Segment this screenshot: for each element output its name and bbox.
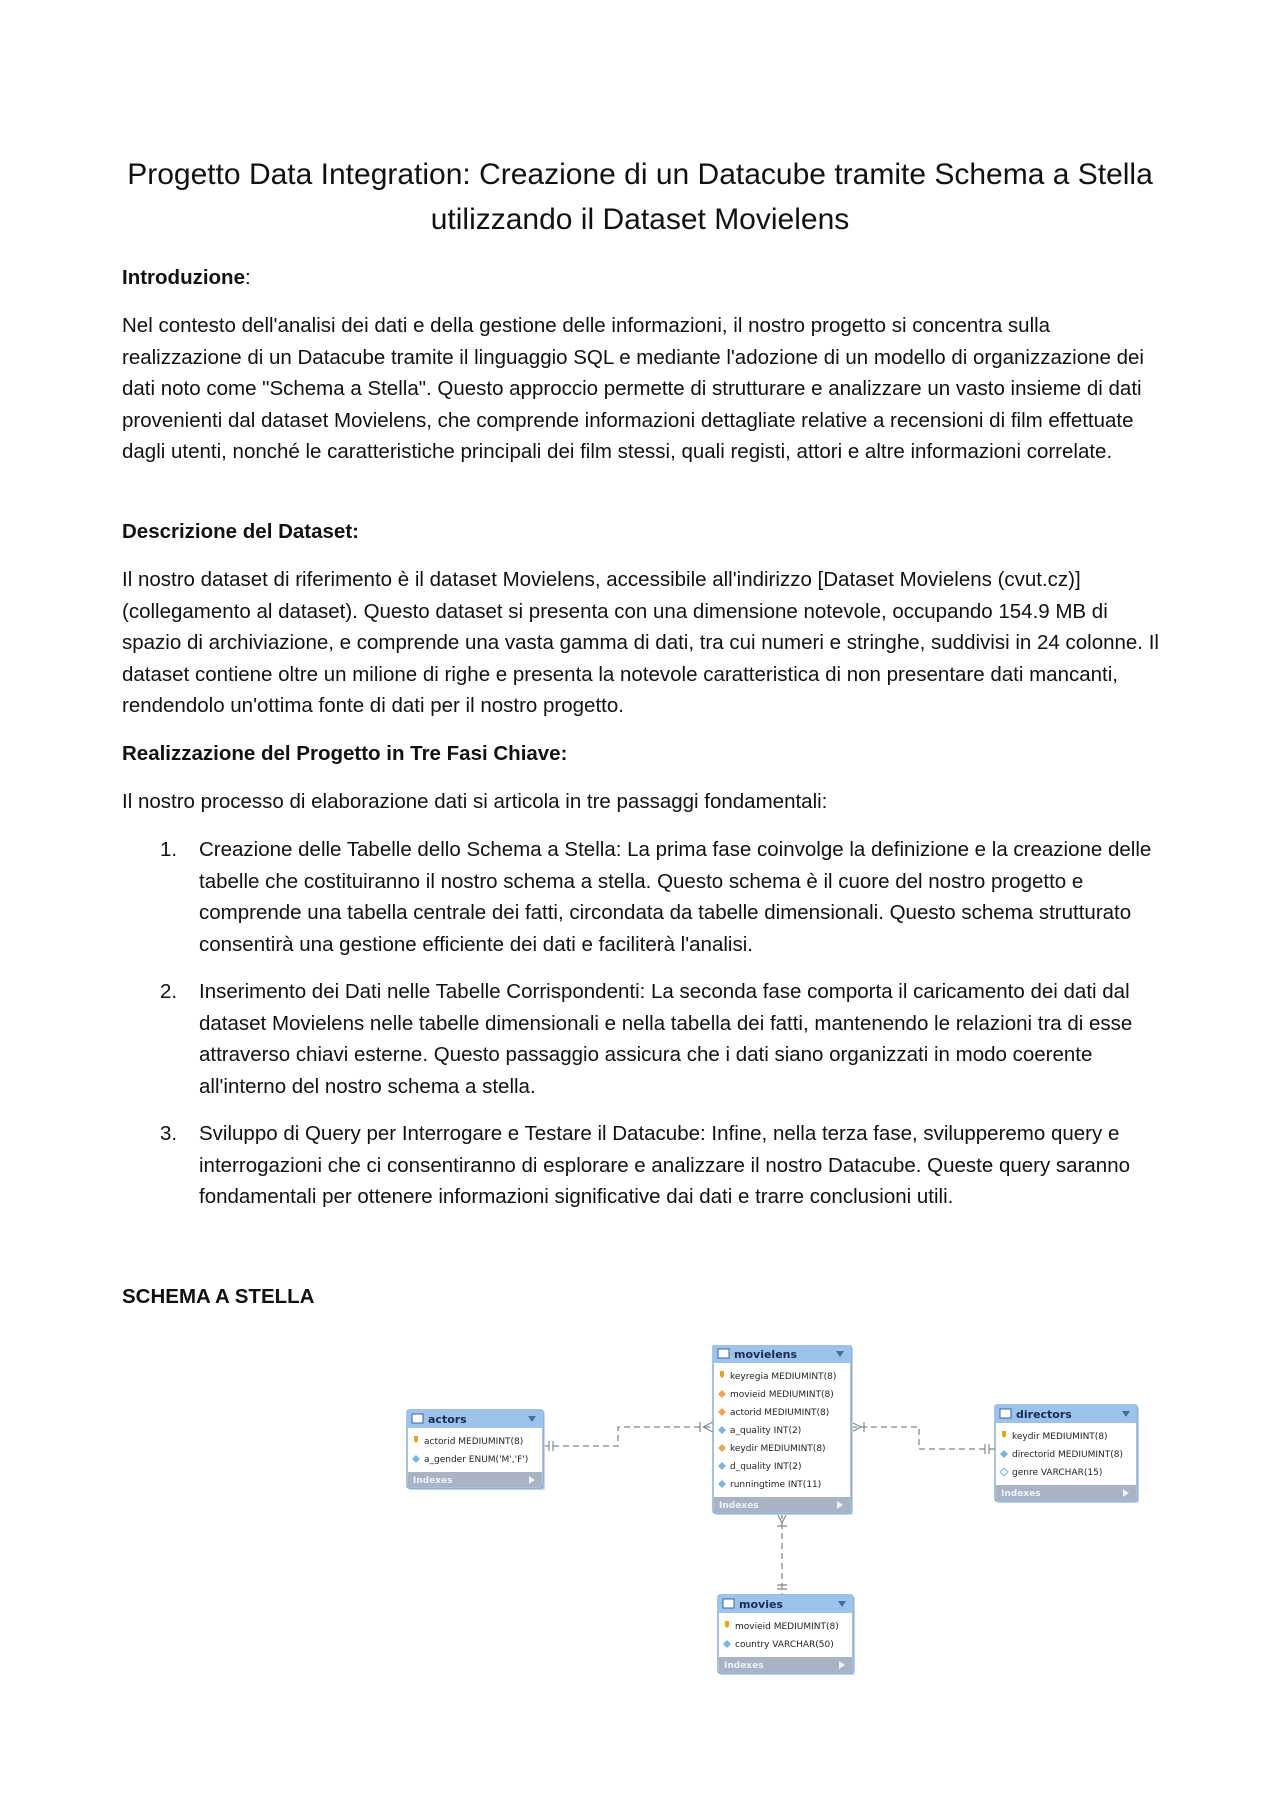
- indexes-label: Indexes: [719, 1501, 759, 1511]
- intro-paragraph: Nel contesto dell'analisi dei dati e della gestione delle informazioni, il nostro progetto si concentra sulla realizzazione di un Datacube tramite il linguaggio SQL e mediante l'adozione di un modello di organizzazione dei dati noto come "Schema a Stella". Questo approccio permette di strutturare e analizzare un vasto insieme di dati provenienti dal dataset Movielens, che comprende informazioni dettagliate relative a recensioni di film effettuate dagli utenti, nonché le caratteristiche principali dei film stessi, quali registi, attori e altre informazioni correlate.: [122, 314, 1144, 463]
- table-title: movielens: [734, 1348, 798, 1361]
- indexes-label: Indexes: [724, 1661, 764, 1671]
- table-title: actors: [428, 1413, 467, 1426]
- intro-heading-colon: :: [244, 266, 251, 289]
- intro-heading: Introduzione: [122, 266, 245, 289]
- table-actors: [407, 1410, 545, 1490]
- one-cardinality-icon: [549, 1441, 553, 1451]
- table-column: genre VARCHAR(15): [1012, 1468, 1103, 1478]
- phases-heading: Realizzazione del Progetto in Tre Fasi Chiave:: [122, 742, 568, 765]
- schema-heading: SCHEMA A STELLA: [122, 1285, 315, 1308]
- list-item-text: Sviluppo di Query per Interrogare e Testare il Datacube: Infine, nella terza fase, svilupperemo query e interrogazioni che ci consentiranno di esplorare e analizzare il nostro Datacube. Queste query saranno fondamentali per ottenere informazioni significative dai dati e trarre conclusioni utili.: [199, 1122, 1131, 1208]
- table-icon: [718, 1349, 729, 1358]
- table-column: actorid MEDIUMINT(8): [730, 1408, 830, 1418]
- table-column: keydir MEDIUMINT(8): [730, 1444, 826, 1454]
- table-column: a_gender ENUM('M','F'): [424, 1455, 529, 1465]
- phases-intro: Il nostro processo di elaborazione dati si articola in tre passaggi fondamentali:: [122, 790, 828, 813]
- table-icon: [723, 1599, 734, 1608]
- star-schema-svg: [400, 1345, 1160, 1695]
- table-column: keyregia MEDIUMINT(8): [730, 1372, 837, 1382]
- document-title: Progetto Data Integration: Creazione di un Datacube tramite Schema a Stella utilizzando il Dataset Movielens: [127, 158, 1153, 236]
- table-column: keydir MEDIUMINT(8): [1012, 1432, 1108, 1442]
- table-directors: [995, 1405, 1139, 1503]
- table-movielens: [713, 1345, 853, 1515]
- indexes-label: Indexes: [413, 1476, 453, 1486]
- table-column: runningtime INT(11): [730, 1480, 822, 1490]
- table-title: movies: [739, 1598, 783, 1611]
- table-title: directors: [1016, 1408, 1072, 1421]
- table-column: actorid MEDIUMINT(8): [424, 1437, 524, 1447]
- list-item-number: 1.: [160, 838, 178, 861]
- table-column: directorid MEDIUMINT(8): [1012, 1450, 1124, 1460]
- star-schema-diagram: [400, 1345, 1160, 1695]
- table-column: country VARCHAR(50): [735, 1640, 834, 1650]
- intro-heading-line: [122, 262, 1167, 294]
- table-icon: [412, 1414, 423, 1423]
- list-item-text: Inserimento dei Dati nelle Tabelle Corrispondenti: La seconda fase comporta il caricamento dei dati dal dataset Movielens nelle tabelle dimensionali e nella tabella dei fatti, mantenendo le relazioni tra di esse attraverso chiavi esterne. Questo passaggio assicura che i dati siano organizzati in modo coerente all'interno del nostro schema a stella.: [199, 980, 1133, 1098]
- table-column: d_quality INT(2): [730, 1462, 802, 1472]
- phases-list: [122, 834, 1167, 1229]
- dataset-heading: Descrizione del Dataset:: [122, 520, 359, 543]
- relationship-movielens-directors: [851, 1427, 995, 1449]
- relationship-actors-movielens: [543, 1427, 713, 1446]
- table-movies: [718, 1595, 855, 1675]
- dataset-paragraph: Il nostro dataset di riferimento è il dataset Movielens, accessibile all'indirizzo [Dataset Movielens (cvut.cz)] (collegamento al dataset). Questo dataset si presenta con una dimensione notevole, occupando 154.9 MB di spazio di archiviazione, e comprende una vasta gamma di dati, tra cui numeri e stringhe, suddivisi in 24 colonne. Il dataset contiene oltre un milione di righe e presenta la notevole caratteristica di non presentare dati mancanti, rendendolo un'ottima fonte di dati per il nostro progetto.: [122, 568, 1159, 717]
- list-item-number: 3.: [160, 1122, 178, 1145]
- table-column: movieid MEDIUMINT(8): [730, 1390, 834, 1400]
- table-column: a_quality INT(2): [730, 1426, 802, 1436]
- list-item: [122, 976, 1167, 1102]
- list-item: [122, 1118, 1167, 1213]
- table-icon: [1000, 1409, 1011, 1418]
- list-item: [122, 834, 1167, 960]
- indexes-label: Indexes: [1001, 1489, 1041, 1499]
- one-cardinality-icon: [985, 1444, 989, 1454]
- list-item-number: 2.: [160, 980, 178, 1003]
- table-column: movieid MEDIUMINT(8): [735, 1622, 839, 1632]
- list-item-text: Creazione delle Tabelle dello Schema a Stella: La prima fase coinvolge la definizione e la creazione delle tabelle che costituiranno il nostro schema a stella. Questo schema è il cuore del nostro progetto e comprende una tabella centrale dei fatti, circondata da tabelle dimensionali. Questo schema strutturato consentirà una gestione efficiente dei dati e faciliterà l'analisi.: [199, 838, 1152, 956]
